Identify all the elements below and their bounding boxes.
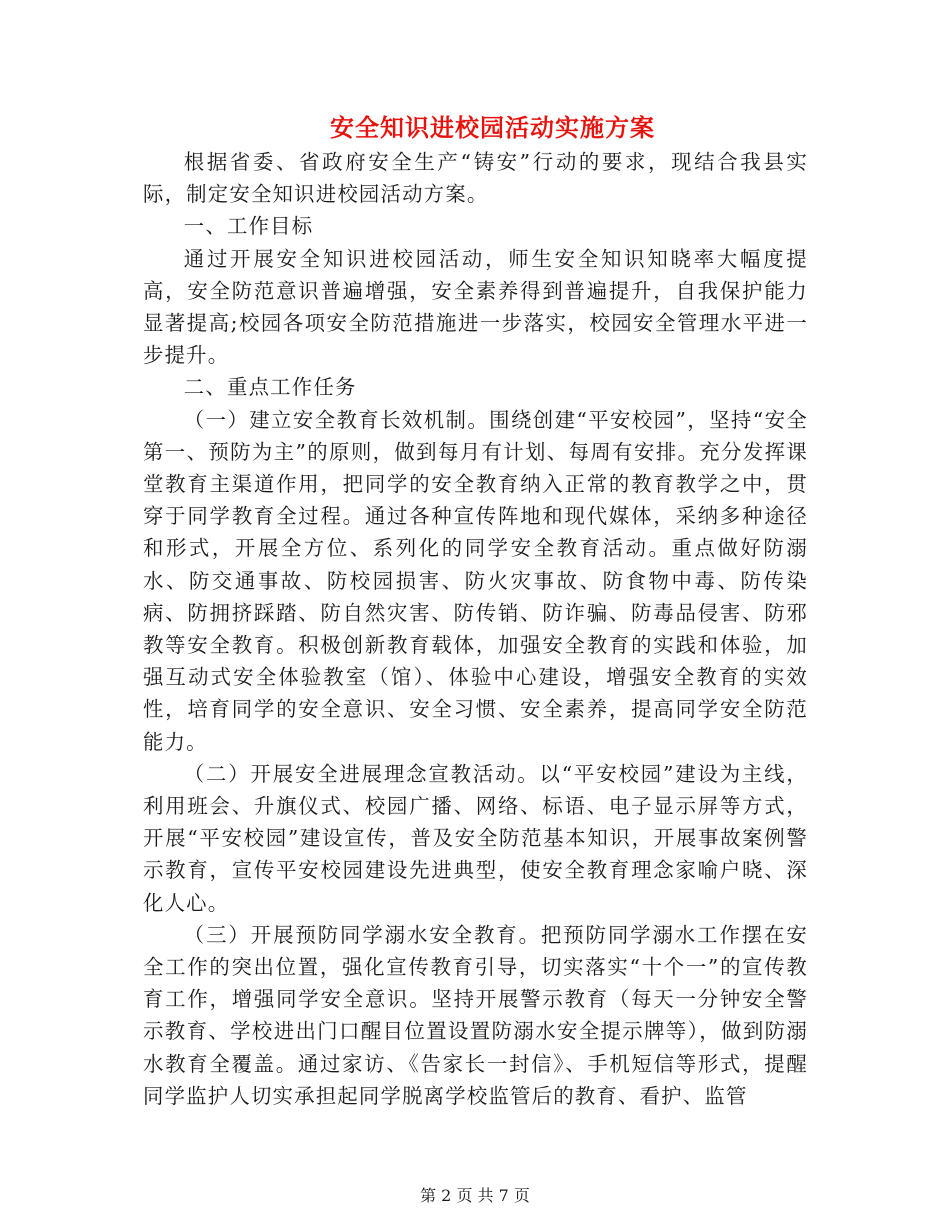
section-heading-goals: 一、工作目标 — [183, 214, 314, 239]
page-number-footer: 第 2 页 共 7 页 — [420, 1186, 530, 1205]
paragraph-task-1: （一）建立安全教育长效机制。围绕创建“平安校园”，坚持“安全第一、预防为主”的原则，做到每月有计划、每周有安排。充分发挥课堂教育主渠道作用，把同学的安全教育纳入正常的教育教学之中，贯穿于同学教育全过程。通过各种宣传阵地和现代媒体，采纳多种途径和形式，开展全方位、系列化的同学安全教育活动。重点做好防溺水、防交通事故、防校园损害、防火灾事故、防食物中毒、防传染病、防拥挤踩踏、防自然灾害、防传销、防诈骗、防毒品侵害、防邪教等安全教育。积极创新教育载体，加强安全教育的实践和体验，加强互动式安全体验教室（馆）、体验中心建设，增强安全教育的实效性，培育同学的安全意识、安全习惯、安全素养，提高同学安全防范能力。 — [143, 407, 808, 754]
paragraph-task-2: （二）开展安全进展理念宣教活动。以“平安校园”建设为主线，利用班会、升旗仪式、校园广播、网络、标语、电子显示屏等方式，开展“平安校园”建设宣传，普及安全防范基本知识，开展事故案例警示教育，宣传平安校园建设先进典型，使安全教育理念家喻户晓、深化人心。 — [143, 761, 808, 915]
document-body — [143, 146, 808, 1112]
paragraph-intro: 根据省委、省政府安全生产“铸安”行动的要求，现结合我县实际，制定安全知识进校园活动方案。 — [143, 150, 808, 207]
paragraph-task-3: （三）开展预防同学溺水安全教育。把预防同学溺水工作摆在安全工作的突出位置，强化宣传教育引导，切实落实“十个一”的宣传教育工作，增强同学安全意识。坚持开展警示教育（每天一分钟安全警示教育、学校进出门口醒目位置设置防溺水安全提示牌等），做到防溺水教育全覆盖。通过家访、《告家长一封信》、手机短信等形式，提醒同学监护人切实承担起同学脱离学校监管后的教育、看护、监管 — [143, 922, 808, 1108]
document-title: 安全知识进校园活动实施方案 — [330, 113, 655, 142]
section-heading-tasks: 二、重点工作任务 — [183, 375, 357, 400]
paragraph-goals: 通过开展安全知识进校园活动，师生安全知识知晓率大幅度提高，安全防范意识普遍增强，安全素养得到普遍提升，自我保护能力显著提高;校园各项安全防范措施进一步落实，校园安全管理水平进一步提升。 — [143, 246, 808, 368]
